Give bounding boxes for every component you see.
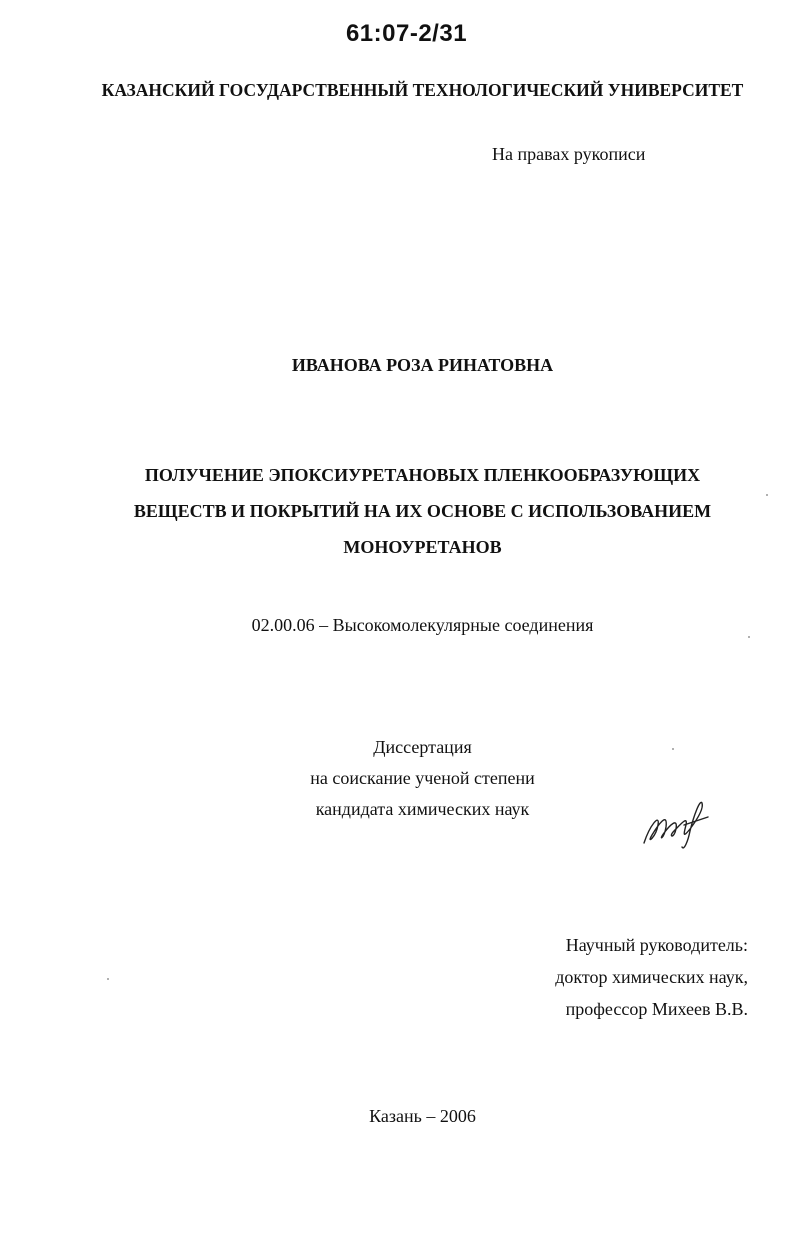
title-line: МОНОУРЕТАНОВ [343, 537, 502, 557]
university-name: КАЗАНСКИЙ ГОСУДАРСТВЕННЫЙ ТЕХНОЛОГИЧЕСКИЙ УНИВЕРСИТЕТ [101, 80, 744, 100]
scan-speck [672, 748, 674, 750]
archive-code: 61:07-2/31 [345, 20, 468, 47]
dissertation-title [0, 457, 795, 565]
supervisor-line: доктор химических наук, [555, 967, 748, 987]
manuscript-rights-note: На правах рукописи [492, 144, 646, 164]
scan-speck [748, 636, 750, 638]
supervisor-line: Научный руководитель: [565, 935, 748, 955]
scientific-supervisor [555, 929, 748, 1025]
scan-speck [107, 978, 109, 980]
scan-speck [766, 494, 768, 496]
degree-line: на соискание ученой степени [310, 768, 535, 788]
title-line: ПОЛУЧЕНИЕ ЭПОКСИУРЕТАНОВЫХ ПЛЕНКООБРАЗУЮЩИХ [144, 465, 701, 485]
degree-line: Диссертация [373, 737, 472, 757]
author-name: ИВАНОВА РОЗА РИНАТОВНА [291, 355, 554, 375]
degree-line: кандидата химических наук [315, 799, 530, 819]
city-and-year: Казань – 2006 [369, 1106, 476, 1126]
specialty-code: 02.00.06 – Высокомолекулярные соединения [251, 615, 594, 635]
handwritten-signature [638, 795, 718, 855]
supervisor-line: профессор Михеев В.В. [565, 999, 748, 1019]
title-line: ВЕЩЕСТВ И ПОКРЫТИЙ НА ИХ ОСНОВЕ С ИСПОЛЬЗОВАНИЕМ [133, 501, 712, 521]
